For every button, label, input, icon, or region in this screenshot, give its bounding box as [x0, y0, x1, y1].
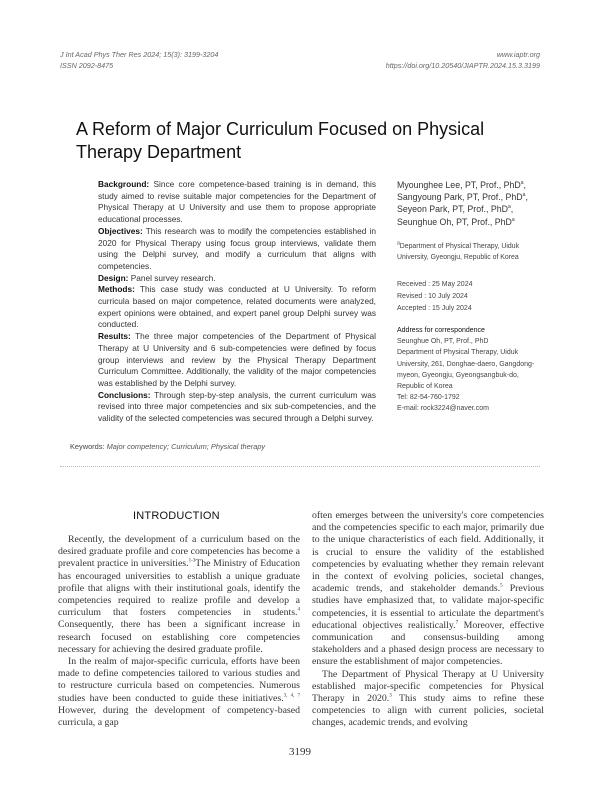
issn: ISSN 2092-8475	[60, 61, 114, 70]
background-label: Background:	[98, 179, 150, 189]
methods-label: Methods:	[98, 284, 135, 295]
abstract-objectives	[98, 226, 376, 273]
design-label: Design:	[98, 272, 129, 283]
paragraph: The Department of Physical Therapy at U University established major-specific competencies for Physical Therapy in 2020.$^3$ This study aims to refine these competencies to align with current policies, societal changes, academic trends, and evolving	[312, 668, 545, 729]
author-list	[397, 179, 547, 228]
citation: 1-3	[188, 559, 196, 565]
journal-website[interactable]: www.iaptr.org	[496, 50, 540, 59]
author-item: Myounghee Lee, PT, Prof., PhD$^a$,	[397, 180, 526, 190]
background-text: Since core competence-based training is in demand, this study aimed to revise suitable major competencies for the Department of Physical Therapy at U University and use them to propose appropriate educational processes.	[98, 179, 376, 225]
citation: 3, 4, 7	[283, 693, 300, 699]
journal-citation: J Int Acad Phys Ther Res 2024; 15(3): 3199-3204	[60, 50, 219, 59]
correspondence-name: Seunghue Oh, PT, Prof., PhD	[397, 338, 489, 346]
keywords	[70, 442, 470, 451]
abstract-results	[98, 331, 376, 390]
abstract-methods	[98, 284, 376, 331]
affiliation-mark: a	[397, 240, 400, 247]
running-header-right	[386, 49, 540, 71]
correspondence-tel: Tel: 82-54-760-1792	[397, 394, 460, 402]
received-date: Received : 25 May 2024	[397, 281, 473, 288]
abstract-background	[98, 179, 376, 226]
abstract-conclusions	[98, 390, 376, 425]
citation: 4	[297, 607, 300, 613]
conclusions-text: Through step-by-step analysis, the current curriculum was revised into three major competencies and six sub-competencies, and the validity of the selected competencies was secured through a Delphi survey.	[98, 389, 376, 424]
article-title: A Reform of Major Curriculum Focused on Physical Therapy Department	[76, 119, 485, 162]
section-divider	[60, 466, 540, 467]
affiliation-text: Department of Physical Therapy, Uiduk University, Gyeongju, Republic of Korea	[397, 243, 520, 261]
paragraph: Recently, the development of a curriculum based on the desired graduate profile and core competencies has become a prevalent practice in universities.$^{1-3}$The Ministry of Education has encouraged universities to establish a unique graduate profile that aligns with their institutional goals, identify the competencies required to realize profile and develop a curriculum that fosters competencies in students.$^4$ Consequently, there has been a significant increase in research focused on establishing core competencies necessary for achieving the desired graduate profile.	[58, 534, 300, 655]
abstract	[98, 179, 376, 425]
article-dates	[397, 279, 547, 314]
running-header-left	[60, 49, 218, 71]
keywords-value: Major competency; Curriculum; Physical therapy	[106, 442, 266, 451]
conclusions-label: Conclusions:	[98, 389, 151, 400]
design-text: Panel survey research.	[128, 272, 216, 283]
correspondence-email[interactable]: E-mail: rock3224@naver.com	[397, 405, 489, 413]
accepted-date: Accepted : 15 July 2024	[397, 304, 472, 312]
citation: 5	[500, 583, 503, 589]
author-item: Seunghue Oh, PT, Prof., PhD$^a$	[397, 216, 515, 227]
methods-text: This case study was conducted at U University. To reform curricula based on major competence, related documents were analyzed, expert opinions were obtained, and expert panel group Delphi survey was conducted.	[98, 284, 376, 330]
citation: 3	[389, 693, 392, 699]
page-number: 3199	[289, 746, 311, 758]
section-heading: INTRODUCTION	[133, 510, 220, 522]
results-label: Results:	[98, 331, 131, 342]
body-column-right	[312, 510, 544, 730]
objectives-label: Objectives:	[98, 225, 143, 236]
paragraph: In the realm of major-specific curricula, efforts have been made to define competencies tailored to various studies and to restructure curricula based on competencies. Numerous studies have been conducted to guide these initiatives.$^{3, 4, 7}$ However, during the development of competency-based curricula, a gap	[58, 656, 300, 729]
doi-link[interactable]: https://doi.org/10.20540/JIAPTR.2024.15.3.3199	[385, 61, 540, 70]
abstract-design	[98, 273, 376, 285]
results-text: The three major competencies of the Department of Physical Therapy at U University and 6 sub-competencies were defined by focus group interviews and review by the Physical Therapy Department Curriculum Committee. Additionally, the validity of the major competencies was established by the Delphi survey.	[98, 331, 376, 388]
paragraph: often emerges between the university's core competencies and the competencies specific to each major, primarily due to the unique characteristics of each field. Additionally, it is crucial to ensure the validity of the established competencies by evaluating whether they remain relevant in the context of evolving policies, societal changes, academic trends, and stakeholder demands.$^5$ Previous studies have emphasized that, to validate major-specific competencies, it is essential to articulate the department's educational objectives realistically.$^7$ Moreover, effective communication and consensus-building among stakeholders and a phased design process are necessary to ensure the establishment of major competencies.	[312, 510, 545, 668]
keywords-label: Keywords:	[70, 442, 105, 451]
correspondence-heading: Address for correspondence	[397, 327, 485, 334]
affiliation	[397, 241, 547, 263]
correspondence	[397, 325, 547, 415]
body-column-left	[58, 534, 300, 729]
citation: 7	[455, 620, 459, 626]
correspondence-address: Department of Physical Therapy, Uiduk University, 261, Donghae-daero, Gangdong-myeon, Gyeongju, Gyeongsangbuk-do, Republic of Korea	[397, 349, 535, 391]
objectives-text: This research was to modify the competencies established in 2020 for Physical Therapy using focus group interviews, validate them using the Delphi survey, and modify a curriculum that aligns with competencies.	[98, 225, 376, 271]
author-item: Sangyoung Park, PT, Prof., PhD$^a$,	[397, 192, 528, 203]
author-item: Seyeon Park, PT, Prof., PhD$^a$,	[397, 204, 514, 215]
revised-date: Revised : 10 July 2024	[397, 292, 468, 300]
